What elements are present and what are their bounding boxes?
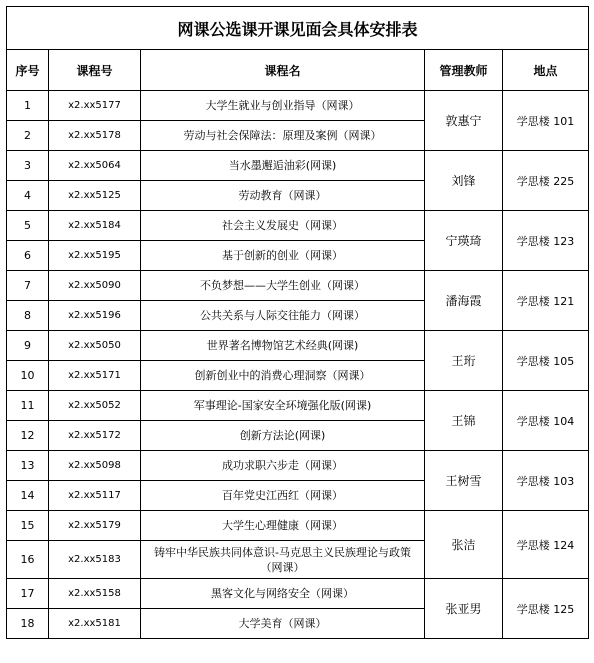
course-name: 基于创新的创业（网课） <box>141 241 425 271</box>
location: 学思楼 125 <box>503 579 589 639</box>
row-number: 17 <box>7 579 49 609</box>
row-number: 2 <box>7 121 49 151</box>
location: 学思楼 101 <box>503 91 589 151</box>
table-row <box>7 451 589 481</box>
row-number: 18 <box>7 609 49 639</box>
table-row <box>7 211 589 241</box>
header-no: 序号 <box>7 50 49 91</box>
location: 学思楼 123 <box>503 211 589 271</box>
course-code: x2.xx5179 <box>49 511 141 541</box>
row-number: 3 <box>7 151 49 181</box>
location: 学思楼 104 <box>503 391 589 451</box>
teacher-name: 王锦 <box>425 391 503 451</box>
course-code: x2.xx5177 <box>49 91 141 121</box>
course-code: x2.xx5195 <box>49 241 141 271</box>
location: 学思楼 121 <box>503 271 589 331</box>
teacher-name: 宁瑛琦 <box>425 211 503 271</box>
teacher-name: 王珩 <box>425 331 503 391</box>
course-name: 黑客文化与网络安全（网课） <box>141 579 425 609</box>
row-number: 14 <box>7 481 49 511</box>
course-name: 创新方法论(网课) <box>141 421 425 451</box>
course-code: x2.xx5117 <box>49 481 141 511</box>
course-name: 大学生就业与创业指导（网课） <box>141 91 425 121</box>
row-number: 5 <box>7 211 49 241</box>
teacher-name: 张亚男 <box>425 579 503 639</box>
header-teacher: 管理教师 <box>425 50 503 91</box>
table-row <box>7 271 589 301</box>
row-number: 12 <box>7 421 49 451</box>
table-row <box>7 91 589 121</box>
course-name: 社会主义发展史（网课） <box>141 211 425 241</box>
course-name: 铸牢中华民族共同体意识-马克思主义民族理论与政策（网课） <box>141 541 425 579</box>
teacher-name: 潘海霞 <box>425 271 503 331</box>
row-number: 6 <box>7 241 49 271</box>
table-row <box>7 151 589 181</box>
table-title: 网课公选课开课见面会具体安排表 <box>7 7 589 50</box>
course-code: x2.xx5178 <box>49 121 141 151</box>
course-code: x2.xx5050 <box>49 331 141 361</box>
course-name: 劳动教育（网课） <box>141 181 425 211</box>
table-row <box>7 391 589 421</box>
row-number: 4 <box>7 181 49 211</box>
course-code: x2.xx5064 <box>49 151 141 181</box>
teacher-name: 王树雪 <box>425 451 503 511</box>
row-number: 1 <box>7 91 49 121</box>
course-code: x2.xx5183 <box>49 541 141 579</box>
course-code: x2.xx5196 <box>49 301 141 331</box>
header-course-name: 课程名 <box>141 50 425 91</box>
course-name: 劳动与社会保障法：原理及案例（网课） <box>141 121 425 151</box>
course-code: x2.xx5184 <box>49 211 141 241</box>
course-name: 不负梦想——大学生创业（网课） <box>141 271 425 301</box>
course-code: x2.xx5181 <box>49 609 141 639</box>
course-name: 成功求职六步走（网课） <box>141 451 425 481</box>
row-number: 10 <box>7 361 49 391</box>
course-code: x2.xx5098 <box>49 451 141 481</box>
row-number: 15 <box>7 511 49 541</box>
row-number: 8 <box>7 301 49 331</box>
row-number: 9 <box>7 331 49 361</box>
teacher-name: 敦惠宁 <box>425 91 503 151</box>
table-row <box>7 511 589 541</box>
schedule-body <box>7 91 589 639</box>
row-number: 11 <box>7 391 49 421</box>
schedule-table <box>6 6 589 639</box>
course-name: 世界著名博物馆艺术经典(网课) <box>141 331 425 361</box>
course-code: x2.xx5052 <box>49 391 141 421</box>
location: 学思楼 103 <box>503 451 589 511</box>
course-code: x2.xx5125 <box>49 181 141 211</box>
course-name: 创新创业中的消费心理洞察（网课） <box>141 361 425 391</box>
location: 学思楼 225 <box>503 151 589 211</box>
course-code: x2.xx5172 <box>49 421 141 451</box>
teacher-name: 刘锋 <box>425 151 503 211</box>
table-row <box>7 579 589 609</box>
location: 学思楼 105 <box>503 331 589 391</box>
course-name: 大学美育（网课） <box>141 609 425 639</box>
schedule-sheet <box>6 6 589 639</box>
row-number: 13 <box>7 451 49 481</box>
course-code: x2.xx5090 <box>49 271 141 301</box>
location: 学思楼 124 <box>503 511 589 579</box>
course-name: 百年党史江西红（网课） <box>141 481 425 511</box>
header-location: 地点 <box>503 50 589 91</box>
course-name: 当水墨邂逅油彩(网课) <box>141 151 425 181</box>
course-name: 公共关系与人际交往能力（网课） <box>141 301 425 331</box>
teacher-name: 张洁 <box>425 511 503 579</box>
table-row <box>7 331 589 361</box>
course-name: 大学生心理健康（网课） <box>141 511 425 541</box>
header-course-code: 课程号 <box>49 50 141 91</box>
row-number: 16 <box>7 541 49 579</box>
course-name: 军事理论-国家安全环境强化版(网课) <box>141 391 425 421</box>
row-number: 7 <box>7 271 49 301</box>
course-code: x2.xx5171 <box>49 361 141 391</box>
course-code: x2.xx5158 <box>49 579 141 609</box>
